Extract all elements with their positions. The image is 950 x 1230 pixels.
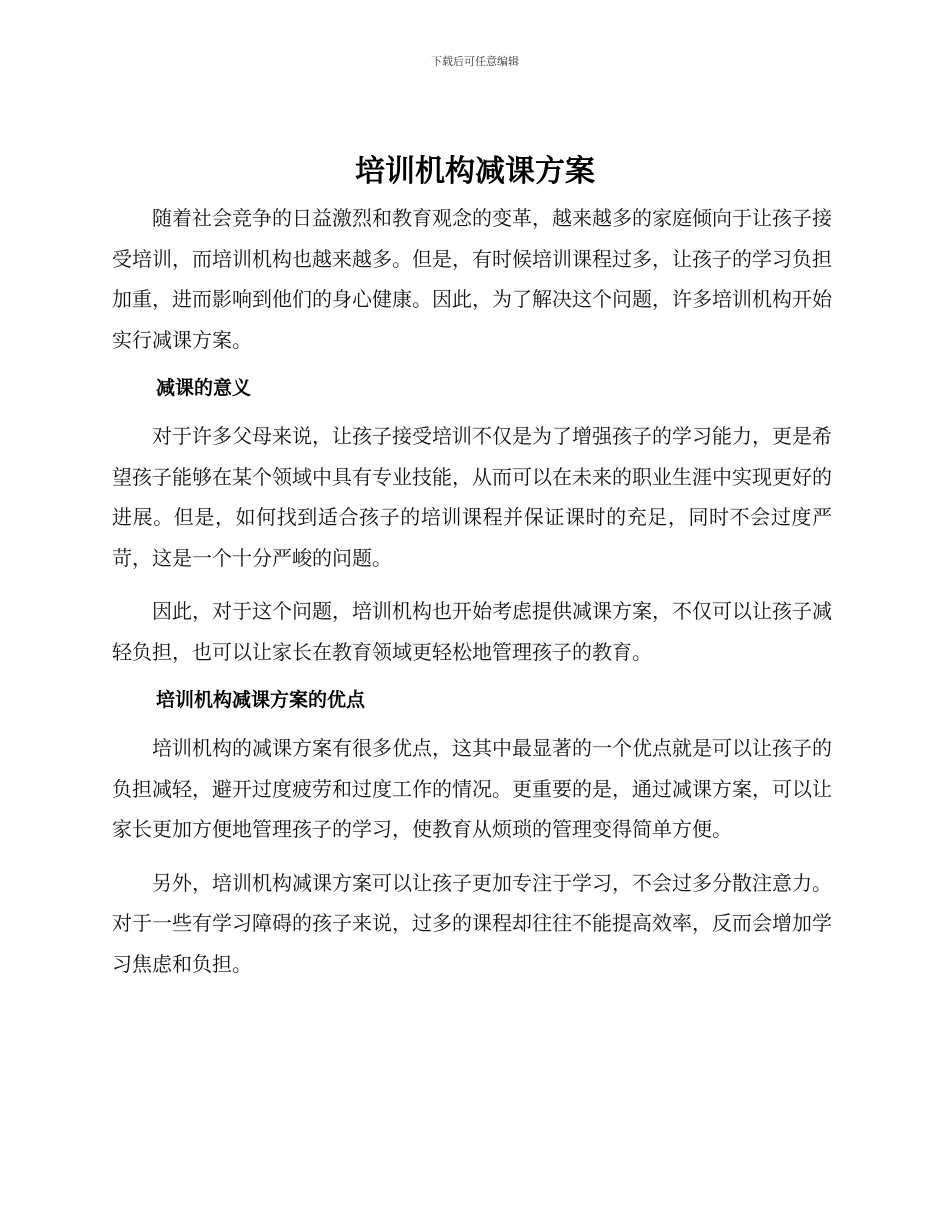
document-body (112, 198, 832, 984)
spacer (112, 720, 832, 728)
document-title: 培训机构减课方案 (355, 154, 595, 189)
section-paragraph: 另外，培训机构减课方案可以让孩子更加专注于学习，不会过多分散注意力。对于一些有学习障碍的孩子来说，过多的课程却往往不能提高效率，反而会增加学习焦虑和负担。 (112, 870, 832, 976)
header-note: 下载后可任意编辑 (431, 55, 519, 68)
section-heading-advantages: 培训机构减课方案的优点 (156, 689, 366, 711)
spacer (112, 408, 832, 416)
section-heading-significance: 减课的意义 (156, 377, 252, 399)
spacer (112, 578, 832, 591)
spacer (112, 672, 832, 680)
section-paragraph: 培训机构的减课方案有很多优点，这其中最显著的一个优点就是可以让孩子的负担减轻，避开过度疲劳和过度工作的情况。更重要的是，通过减课方案，可以让家长更加方便地管理孩子的学习，使教育从烦琐的管理变得简单方便。 (112, 736, 832, 841)
intro-paragraph: 随着社会竞争的日益激烈和教育观念的变革，越来越多的家庭倾向于让孩子接受培训，而培训机构也越来越多。但是，有时候培训课程过多，让孩子的学习负担加重，进而影响到他们的身心健康。因此，为了解决这个问题，许多培训机构开始实行减课方案。 (112, 206, 832, 352)
spacer (112, 360, 832, 368)
spacer (112, 850, 832, 863)
section-paragraph: 因此，对于这个问题，培训机构也开始考虑提供减课方案，不仅可以让孩子减轻负担，也可以让家长在教育领域更轻松地管理孩子的教育。 (112, 599, 832, 664)
section-paragraph: 对于许多父母来说，让孩子接受培训不仅是为了增强孩子的学习能力，更是希望孩子能够在某个领域中具有专业技能，从而可以在未来的职业生涯中实现更好的进展。但是，如何找到适合孩子的培训课程并保证课时的充足，同时不会过度严苛，这是一个十分严峻的问题。 (112, 424, 832, 570)
